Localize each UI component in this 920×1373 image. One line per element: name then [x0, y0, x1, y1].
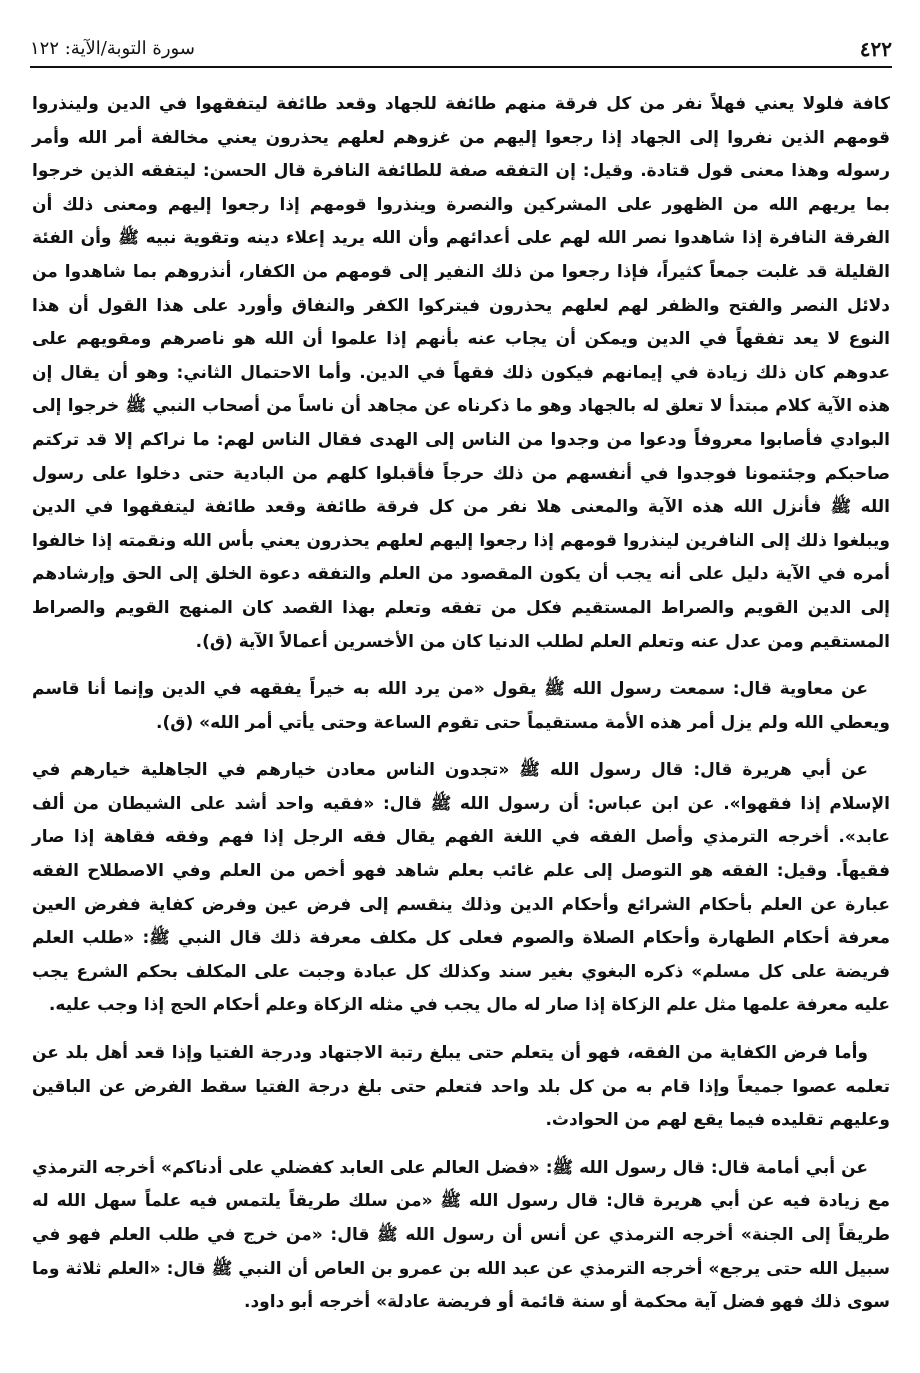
page-number: ٤٢٢ — [859, 37, 892, 61]
paragraph-tafsir: كافة فلولا يعني فهلاً نفر من كل فرقة منهم طائفة للجهاد وقعد طائفة ليتفقهوا في الدين ولينذروا قومهم الذين نفروا إلى الجهاد إذا رجعوا إليهم من غزوهم لعلهم يحذرون يعني مخالفة أمر الله وأمر رسوله وهذا معنى قول قتادة. وقيل: إن التفقه صفة للطائفة النافرة قال الحسن: ليتفقه الذين خرجوا بما يريهم الله من الظهور على المشركين والنصرة وينذروا قومهم إذا رجعوا إليهم ومعنى ذلك أن الفرقة النافرة إذا شاهدوا نصر الله لهم على أعدائهم وأن الله يريد إعلاء دينه وتقوية نبيه ﷺ وأن الفئة القليلة قد غلبت جمعاً كثيراً، فإذا رجعوا من ذلك النفير إلى قومهم من الكفار، أنذروهم بما شاهدوا من دلائل النصر والفتح والظفر لهم لعلهم يحذرون فيتركوا الكفر والنفاق وأورد على هذا القول أن هذا النوع لا يعد تفقهاً في الدين ويمكن أن يجاب عنه بأنهم إذا علموا أن الله هو ناصرهم ومقويهم على عدوهم كان ذلك زيادة في إيمانهم فيكون ذلك فقهاً في الدين. وأما الاحتمال الثاني: وهو أن يقال إن هذه الآية كلام مبتدأ لا تعلق له بالجهاد وهو ما ذكرناه عن مجاهد أن ناساً من أصحاب النبي ﷺ خرجوا إلى البوادي فأصابوا معروفاً ودعوا من وجدوا من الناس إلى الهدى فقال الناس لهم: ما نراكم إلا قد تركتم صاحبكم وجئتمونا فوجدوا في أنفسهم من ذلك حرجاً فأقبلوا كلهم من البادية حتى دخلوا على رسول الله ﷺ فأنزل الله هذه الآية والمعنى هلا نفر من كل فرقة طائفة وقعد طائفة ليتفقهوا في الدين ويبلغوا ذلك إلى النافرين لينذروا قومهم إذا رجعوا إليهم لعلهم يحذرون يعني بأس الله ونقمته إذا خالفوا أمره في الآية دليل على أنه يجب أن يكون المقصود من العلم والتفقه دعوة الخلق إلى الحق وإرشادهم إلى الدين القويم والصراط المستقيم فكل من تفقه وتعلم بهذا القصد كان المنهج القويم والصراط المستقيم ومن عدل عنه وتعلم العلم لطلب الدنيا كان من الأخسرين أعمالاً الآية (ق). — [32, 94, 890, 652]
paragraph-hadith-abu-hurayra: عن أبي هريرة قال: قال رسول الله ﷺ «تجدون الناس معادن خيارهم في الجاهلية خيارهم في الإسلام إذا فقهوا». عن ابن عباس: أن رسول الله ﷺ قال: «فقيه واحد أشد على الشيطان من ألف عابد». أخرجه الترمذي وأصل الفقه في اللغة الفهم يقال فقه الرجل إذا فهم وفقه فقاهة إذا صار فقيهاً. وقيل: الفقه هو التوصل إلى علم غائب بعلم شاهد فهو أخص من العلم وفي الاصطلاح الفقه عبارة عن العلم بأحكام الشرائع وأحكام الدين وذلك ينقسم إلى فرض عين وفرض كفاية ففرض العين معرفة أحكام الطهارة وأحكام الصلاة والصوم فعلى كل مكلف معرفة ذلك قال النبي ﷺ: «طلب العلم فريضة على كل مسلم» ذكره البغوي بغير سند وكذلك كل عبادة وجبت على المكلف بحكم الشرع يجب عليه معرفة علمها مثل علم الزكاة إذا صار له مال يجب في مثله الزكاة وعلم أحكام الحج إذا وجب عليه. — [32, 760, 890, 1016]
paragraph-hadith-muawiya: عن معاوية قال: سمعت رسول الله ﷺ يقول «من يرد الله به خيراً يفقهه في الدين وإنما أنا قاسم ويعطي الله ولم يزل أمر هذه الأمة مستقيماً حتى تقوم الساعة وحتى يأتي أمر الله» (ق). — [32, 679, 890, 733]
running-title: سورة التوبة/الآية: ١٢٢ — [30, 38, 195, 59]
page-header — [30, 34, 892, 64]
page-body — [32, 88, 890, 1320]
paragraph-hadith-abu-umama: عن أبي أمامة قال: قال رسول الله ﷺ: «فضل العالم على العابد كفضلي على أدناكم» أخرجه الترمذي مع زيادة فيه عن أبي هريرة قال: قال رسول الله ﷺ «من سلك طريقاً يلتمس فيه علماً سهل الله له طريقاً إلى الجنة» أخرجه الترمذي عن أنس أن رسول الله ﷺ قال: «من خرج في طلب العلم فهو في سبيل الله حتى يرجع» أخرجه الترمذي عن عبد الله بن عمرو بن العاص أن النبي ﷺ قال: «العلم ثلاثة وما سوى ذلك فهو فضل آية محكمة أو سنة قائمة أو فريضة عادلة» أخرجه أبو داود. — [32, 1157, 890, 1313]
paragraph-fard-kifaya: وأما فرض الكفاية من الفقه، فهو أن يتعلم حتى يبلغ رتبة الاجتهاد ودرجة الفتيا وإذا قعد أهل بلد عن تعلمه عصوا جميعاً وإذا قام به من كل بلد واحد فتعلم حتى بلغ درجة الفتيا سقط الفرض عن الباقين وعليهم تقليده فيما يقع لهم من الحوادث. — [32, 1043, 890, 1131]
header-rule — [30, 66, 892, 68]
